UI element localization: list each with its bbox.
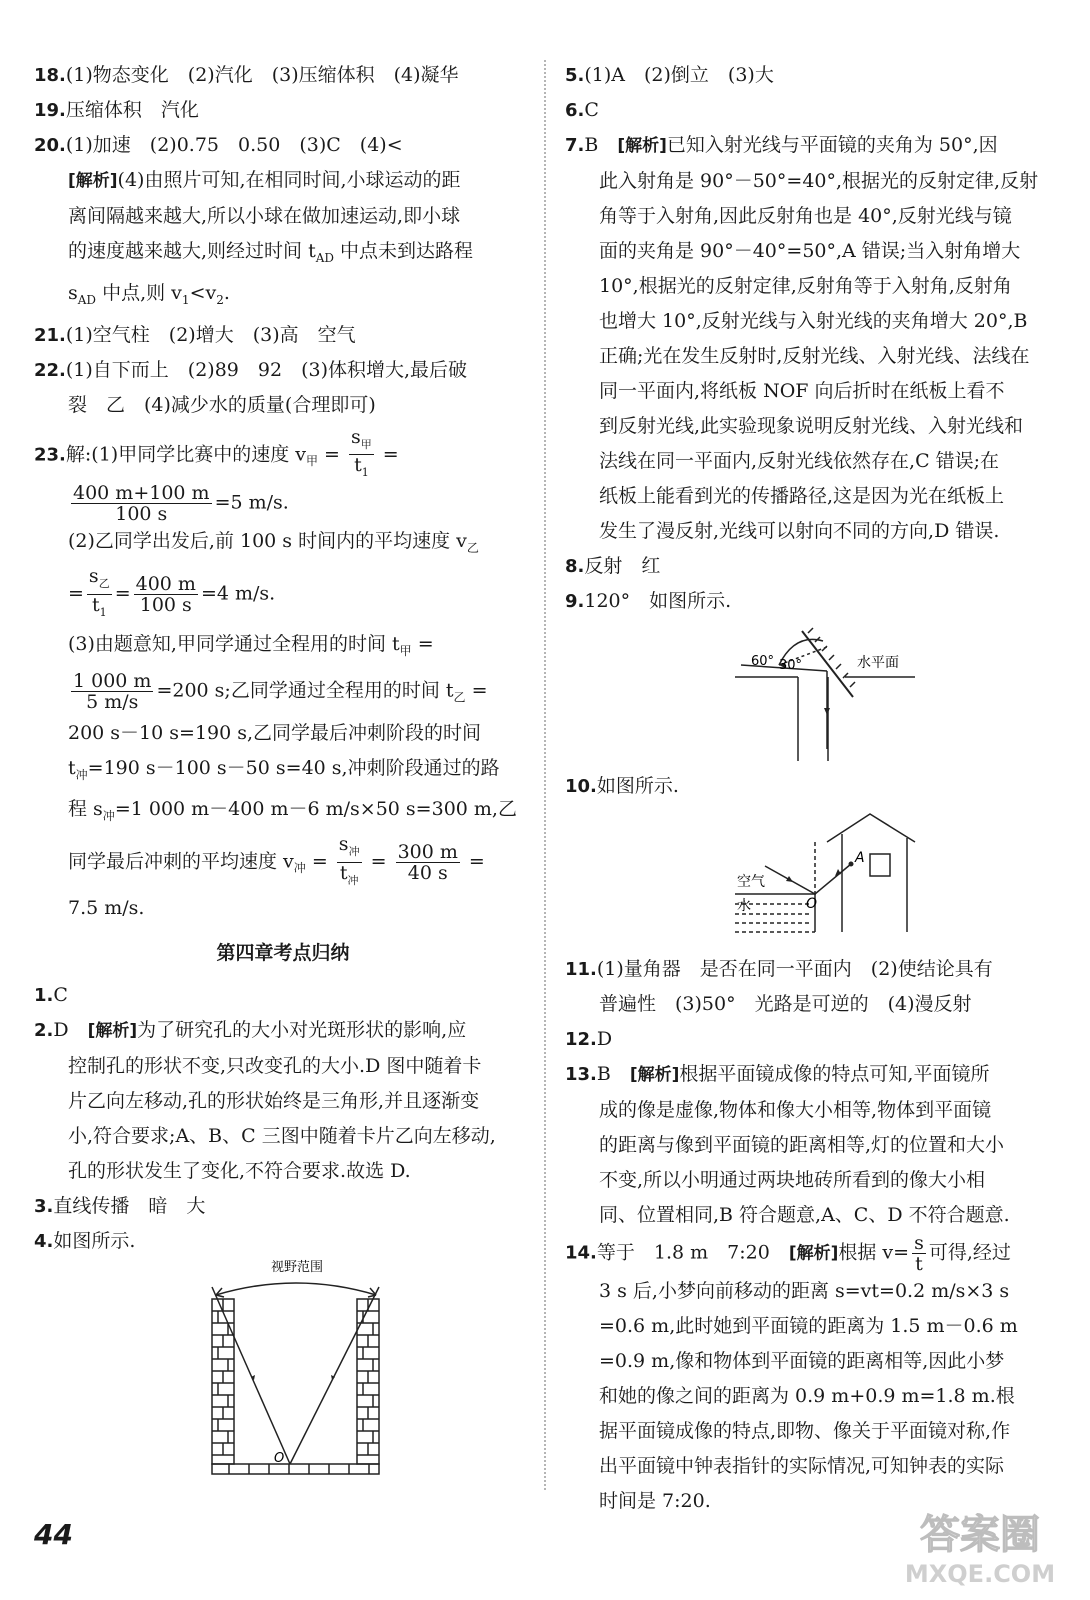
answer-13-line: 的距离与像到平面镜的距离相等,灯的位置和大小: [599, 1134, 1005, 1156]
answer-c2: 2.D [解析]为了研究孔的大小对光斑形状的影响,应: [34, 1018, 467, 1041]
answer-7-line: 纸板上能看到光的传播路径,这是因为光在纸板上: [599, 485, 1005, 507]
fig-label-30: 30°: [779, 658, 803, 673]
watermark-logo: [880, 1500, 1080, 1595]
fig-label-water-surface: 水平面: [857, 655, 899, 671]
fig-label-water: 水: [737, 898, 751, 914]
answer-13-line: 同、位置相同,B 符合题意,A、C、D 不符合题意.: [599, 1204, 1010, 1226]
answer-11: 11.(1)量角器 是否在同一平面内 (2)使结论具有: [565, 958, 993, 980]
fig-label-a: A: [855, 850, 865, 866]
fig-label-o: O: [274, 1450, 285, 1466]
floor: [212, 1464, 379, 1474]
answer-20-line: $s_{AD}$ 中点,则 $v_1<v_2$.: [68, 281, 230, 307]
answer-7-line: 正确;光在发生反射时,反射光线、入射光线、法线在: [599, 345, 1030, 367]
fraction: $\frac{300 m}{40 s}$: [397, 841, 458, 885]
answer-23-line: 7.5 m/s.: [68, 896, 145, 919]
answer-23-line: $t_冲=190$ s－100 s－50 s=40 s,冲刺阶段通过的路: [68, 756, 500, 782]
answer-7: 7.B [解析]已知入射光线与平面镜的夹角为 50°,因: [565, 134, 998, 156]
answer-20-analysis: [解析](4)由照片可知,在相同时间,小球运动的距: [68, 169, 461, 191]
answer-18: 18.(1)物态变化 (2)汽化 (3)压缩体积 (4)凝华: [34, 64, 459, 86]
house-reflection-diagram: [565, 804, 1065, 952]
answer-7-line: 发生了漫反射,光线可以射向不同的方向,D 错误.: [599, 520, 1000, 542]
fraction: $\frac{s_甲}{t_1}$: [351, 425, 372, 480]
answer-23-line: 程 $s_冲=1$ 000 m－400 m－6 m/s×50 s=300 m,乙: [68, 798, 517, 824]
answer-7-line: 面的夹角是 90°－40°=50°,A 错误;当入射角增大: [599, 240, 1021, 262]
answer-7-line: 也增大 10°,反射光线与入射光线的夹角增大 20°,B: [599, 310, 1028, 332]
answer-7-line: 法线在同一平面内,反射光线依然存在,C 错误;在: [599, 450, 1000, 472]
page-number: 44: [34, 1518, 73, 1551]
answer-22-line: 裂 乙 (4)减少水的质量(合理即可): [68, 393, 376, 416]
fig-label-o: O: [806, 896, 818, 912]
answer-c1: 1.C: [34, 983, 68, 1006]
answer-c2-line: 孔的形状发生了变化,不符合要求.故选 D.: [68, 1159, 411, 1182]
answer-13: 13.B [解析]根据平面镜成像的特点可知,平面镜所: [565, 1063, 990, 1085]
house-reflection-figure: [565, 804, 1065, 952]
fraction: $\frac{s}{t}$: [914, 1232, 924, 1275]
answer-5: 5.(1)A (2)倒立 (3)大: [565, 64, 774, 86]
answer-12: 12.D: [565, 1028, 613, 1050]
answer-23-line: 同学最后冲刺的平均速度 $v_冲$ = $\frac{s_冲}{t_冲}$ = $\frac{300 m}{40 s}$ =: [34, 834, 532, 891]
column-divider: [544, 60, 546, 1490]
answer-22: 22.(1)自下而上 (2)89 92 (3)体积增大,最后破: [34, 358, 468, 381]
watermark: [880, 1500, 1080, 1595]
answer-14-line: 3 s 后,小梦向前移动的距离 s=vt=0.2 m/s×3 s: [599, 1280, 1010, 1302]
light-ray-right: [290, 1287, 379, 1464]
answer-23-line: = $\frac{s_乙}{t_1}$ = $\frac{400 m}{100 s}$ =4 m/s.: [34, 566, 532, 623]
periscope-figure: [565, 619, 1065, 769]
fraction: $\frac{s_冲}{t_冲}$: [338, 833, 360, 887]
answer-23-line: (2)乙同学出发后,前 100 s 时间内的平均速度 $v_乙$: [68, 530, 479, 555]
answer-11-line: 普遍性 (3)50° 光路是可逆的 (4)漫反射: [599, 993, 972, 1015]
fig-label-field-of-view: 视野范围: [270, 1259, 324, 1275]
answer-23-line: 200 s－10 s=190 s,乙同学最后冲刺阶段的时间: [68, 721, 482, 744]
answer-21: 21.(1)空气柱 (2)增大 (3)高 空气: [34, 323, 356, 346]
answer-14-line: 时间是 7:20.: [599, 1490, 711, 1512]
section-heading: 第四章考点归纳: [216, 941, 350, 964]
answer-c2-line: 控制孔的形状不变,只改变孔的大小.D 图中随着卡: [68, 1054, 482, 1077]
left-column: [34, 58, 532, 1479]
answer-14-line: =0.9 m,像和物体到平面镜的距离相等,因此小梦: [599, 1350, 1005, 1372]
house-roof: [827, 814, 915, 842]
answer-20-line: 离间隔越来越大,所以小球在做加速运动,即小球: [68, 205, 461, 227]
answer-23-line: $\frac{1 000 m}{5 m/s}$ =200 s;乙同学通过全程用的时间 $t_乙$ =: [73, 670, 488, 714]
answer-23-line: (3)由题意知,甲同学通过全程用的时间 $t_甲$ =: [68, 632, 434, 658]
fig-label-60: 60°: [751, 654, 775, 669]
fraction: $\frac{400 m}{100 s}$: [135, 572, 196, 616]
answer-7-line: 此入射角是 90°－50°=40°,根据光的反射定律,反射: [599, 170, 1039, 192]
answer-8: 8.反射 红: [565, 555, 661, 577]
answer-23-line: $\frac{400 m+100 m}{100 s}$ =5 m/s.: [73, 482, 289, 526]
answer-13-line: 成的像是虚像,物体和像大小相等,物体到平面镜: [599, 1099, 992, 1121]
field-of-view-figure: [34, 1259, 532, 1479]
answer-14-line: 和她的像之间的距离为 0.9 m+0.9 m=1.8 m.根: [599, 1385, 1015, 1407]
answer-7-line: 10°,根据光的反射定律,反射角等于入射角,反射角: [599, 275, 1012, 297]
fig-label-air: 空气: [737, 874, 765, 890]
answer-20: 20.(1)加速 (2)0.75 0.50 (3)C (4)<: [34, 134, 403, 156]
house-window: [870, 854, 890, 876]
answer-c4: 4.如图所示.: [34, 1229, 136, 1252]
answer-23: 23.解:(1)甲同学比赛中的速度 $v_甲$ = $\frac{s_甲}{t_1}$ =: [34, 427, 532, 484]
answer-c2-line: 片乙向左移动,孔的形状始终是三角形,并且逐渐变: [68, 1089, 480, 1112]
answer-7-line: 角等于入射角,因此反射角也是 40°,反射光线与镜: [599, 205, 1012, 227]
reflected-ray: [815, 864, 851, 894]
answer-10: 10.如图所示.: [565, 775, 679, 797]
answer-c3: 3.直线传播 暗 大: [34, 1194, 206, 1217]
answer-7-line: 到反射光线,此实验现象说明反射光线、入射光线和: [599, 415, 1024, 437]
answer-20-line: 的速度越来越大,则经过时间 $t_{AD}$ 中点未到达路程: [68, 240, 474, 265]
fraction: $\frac{s_乙}{t_1}$: [88, 564, 110, 619]
answer-19: 19.压缩体积 汽化: [34, 99, 199, 121]
field-of-view-diagram: [34, 1259, 532, 1479]
watermark-line1: 答案圈: [920, 1512, 1040, 1558]
watermark-line2: MXQE.COM: [904, 1560, 1056, 1588]
fraction: $\frac{400 m+100 m}{100 s}$: [73, 482, 210, 526]
view-arc: [216, 1283, 376, 1295]
answer-9: 9.120° 如图所示.: [565, 590, 732, 612]
answer-14: 14.等于 1.8 m 7:20 [解析]根据 v= $\frac{s}{t}$ 可得,经过: [565, 1232, 1011, 1275]
answer-14-line: 出平面镜中钟表指针的实际情况,可知钟表的实际: [599, 1455, 1005, 1477]
answer-7-line: 同一平面内,将纸板 NOF 向后折时在纸板上看不: [599, 380, 1005, 402]
fraction: $\frac{1 000 m}{5 m/s}$: [73, 670, 152, 714]
answer-c2-line: 小,符合要求;A、B、C 三图中随着卡片乙向左移动,: [68, 1124, 496, 1147]
answer-13-line: 不变,所以小明通过两块地砖所看到的像大小相: [599, 1169, 986, 1191]
answer-6: 6.C: [565, 99, 599, 121]
right-column: [565, 58, 1065, 1519]
answer-14-line: 据平面镜成像的特点,即物、像关于平面镜对称,作: [599, 1420, 1011, 1442]
answer-14-line: =0.6 m,此时她到平面镜的距离为 1.5 m－0.6 m: [599, 1315, 1018, 1337]
periscope-diagram: [565, 619, 1065, 769]
